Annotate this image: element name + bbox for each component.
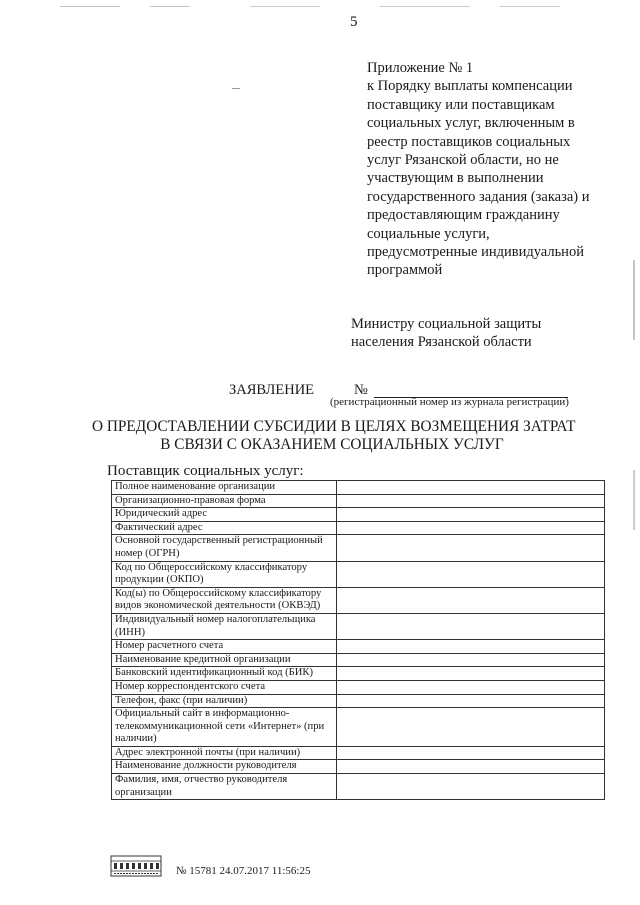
addressee-block xyxy=(351,316,621,351)
appendix-block xyxy=(367,59,627,280)
title-line: В СВЯЗИ С ОКАЗАНИЕМ СОЦИАЛЬНЫХ УСЛУГ xyxy=(160,436,504,453)
row-value xyxy=(337,667,605,681)
table-row xyxy=(112,613,605,639)
table-row xyxy=(112,680,605,694)
row-value xyxy=(337,760,605,774)
supplier-details-table xyxy=(111,480,605,800)
row-label: Фактический адрес xyxy=(112,521,337,535)
table-row xyxy=(112,774,605,800)
addressee-line: Министру социальной защиты xyxy=(351,316,542,332)
row-value xyxy=(337,481,605,495)
table-row xyxy=(112,667,605,681)
scan-artifact xyxy=(633,470,635,530)
row-value xyxy=(337,494,605,508)
document-title xyxy=(92,418,576,454)
row-value xyxy=(337,680,605,694)
scan-artifact xyxy=(380,6,470,7)
appendix-line: участвующим в выполнении xyxy=(367,170,544,187)
row-label: Банковский идентификационный код (БИК) xyxy=(112,667,337,681)
row-label: Организационно-правовая форма xyxy=(112,494,337,508)
row-label: Фамилия, имя, отчество руководителя организации xyxy=(112,774,337,800)
appendix-line: предоставляющим гражданину xyxy=(367,207,560,224)
page-number: 5 xyxy=(350,14,358,30)
row-value xyxy=(337,774,605,800)
statement-heading xyxy=(229,382,368,399)
row-label: Наименование должности руководителя xyxy=(112,760,337,774)
scan-artifact xyxy=(633,260,635,340)
table-row xyxy=(112,640,605,654)
scan-artifact xyxy=(250,6,320,7)
row-value xyxy=(337,653,605,667)
table-row xyxy=(112,708,605,747)
title-line: О ПРЕДОСТАВЛЕНИИ СУБСИДИИ В ЦЕЛЯХ ВОЗМЕЩЕНИЯ ЗАТРАТ xyxy=(92,418,576,435)
table-row xyxy=(112,746,605,760)
statement-word: ЗАЯВЛЕНИЕ xyxy=(229,382,315,398)
row-label: Индивидуальный номер налогоплательщика (ИНН) xyxy=(112,613,337,639)
table-row xyxy=(112,587,605,613)
appendix-line: поставщику или поставщикам xyxy=(367,96,555,113)
appendix-line: социальные услуги, xyxy=(367,225,490,242)
row-label: Номер корреспондентского счета xyxy=(112,680,337,694)
registry-stamp-icon xyxy=(110,855,162,877)
row-label: Юридический адрес xyxy=(112,508,337,522)
table-row xyxy=(112,535,605,561)
table-row xyxy=(112,521,605,535)
scan-artifact xyxy=(232,88,240,89)
appendix-line: социальных услуг, включенным в xyxy=(367,115,575,132)
registration-number-hint: (регистрационный номер из журнала регистрации) xyxy=(330,396,569,408)
table-row xyxy=(112,653,605,667)
row-value xyxy=(337,587,605,613)
table-row xyxy=(112,508,605,522)
row-value xyxy=(337,694,605,708)
row-label: Телефон, факс (при наличии) xyxy=(112,694,337,708)
row-label: Код по Общероссийскому классификатору продукции (ОКПО) xyxy=(112,561,337,587)
row-label: Полное наименование организации xyxy=(112,481,337,495)
scan-artifact xyxy=(60,6,120,7)
table-row xyxy=(112,760,605,774)
appendix-line: реестр поставщиков социальных xyxy=(367,133,571,150)
table-row xyxy=(112,694,605,708)
appendix-line: предусмотренные индивидуальной xyxy=(367,244,584,261)
appendix-line: к Порядку выплаты компенсации xyxy=(367,78,573,95)
row-value xyxy=(337,508,605,522)
row-label: Номер расчетного счета xyxy=(112,640,337,654)
row-value xyxy=(337,521,605,535)
row-value xyxy=(337,613,605,639)
table-row xyxy=(112,561,605,587)
appendix-line: услуг Рязанской области, но не xyxy=(367,152,559,169)
table-row xyxy=(112,481,605,495)
scan-artifact xyxy=(500,6,560,7)
row-label: Адрес электронной почты (при наличии) xyxy=(112,746,337,760)
row-value xyxy=(337,535,605,561)
appendix-line: Приложение № 1 xyxy=(367,60,474,76)
number-sign: № xyxy=(354,382,368,398)
addressee-line: населения Рязанской области xyxy=(351,333,532,350)
supplier-label: Поставщик социальных услуг: xyxy=(107,463,304,479)
table-row xyxy=(112,494,605,508)
row-label: Наименование кредитной организации xyxy=(112,653,337,667)
scan-artifact xyxy=(150,6,190,7)
row-value xyxy=(337,640,605,654)
appendix-line: программой xyxy=(367,262,443,279)
row-label: Официальный сайт в информационно-телекоммуникационной сети «Интернет» (при наличии) xyxy=(112,708,337,747)
appendix-line: государственного задания (заказа) и xyxy=(367,188,590,205)
row-value xyxy=(337,708,605,747)
row-value xyxy=(337,561,605,587)
row-label: Основной государственный регистрационный номер (ОГРН) xyxy=(112,535,337,561)
document-registration-id: № 15781 24.07.2017 11:56:25 xyxy=(176,865,311,877)
row-value xyxy=(337,746,605,760)
row-label: Код(ы) по Общероссийскому классификатору видов экономической деятельности (ОКВЭД) xyxy=(112,587,337,613)
